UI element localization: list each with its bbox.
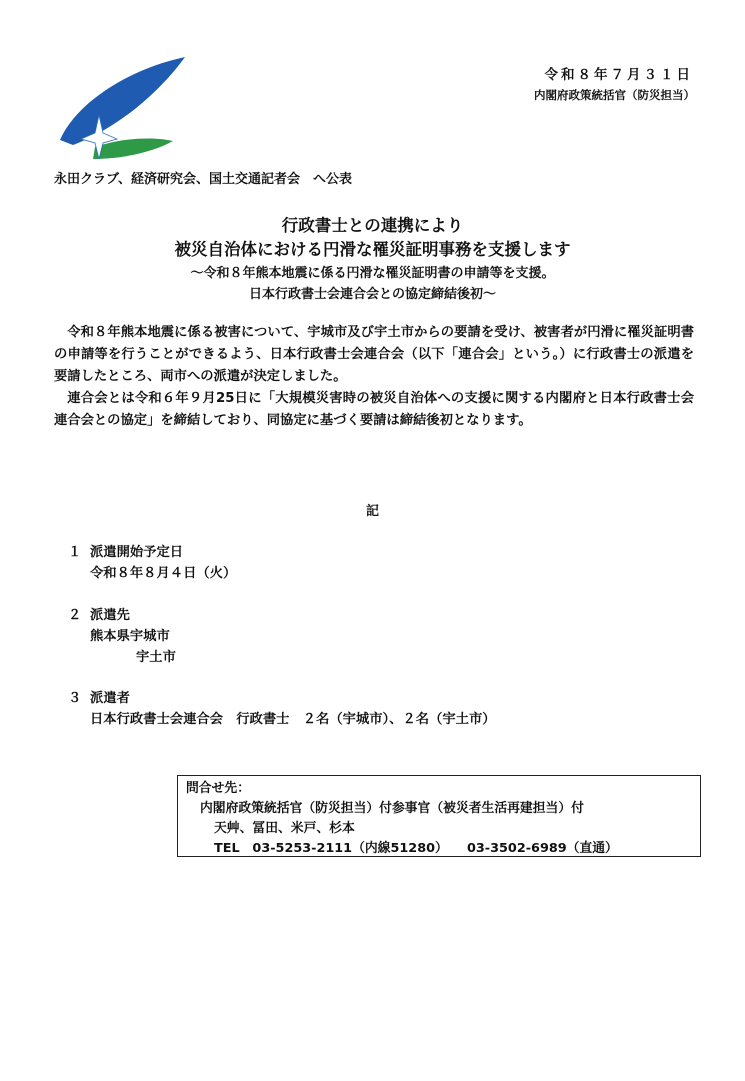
- item-dispatched-persons: [68, 688, 496, 730]
- item-number: ３: [68, 691, 82, 706]
- contact-telephone: TEL 03-5253-2111（内線51280） 03-3502-6989（直通）: [214, 841, 618, 856]
- subtitle-line-2: 日本行政書士会連合会との協定締結後初～: [248, 287, 496, 302]
- issuer: 内閣府政策統括官（防災担当）: [534, 88, 695, 102]
- ki-heading: 記: [365, 504, 379, 519]
- contact-box: [177, 775, 701, 857]
- logo-blue-leaf: [60, 57, 185, 145]
- item-value: 日本行政書士会連合会 行政書士 ２名（宇城市）、２名（宇土市）: [90, 712, 496, 727]
- cabinet-office-logo: [55, 55, 190, 163]
- item-value: 令和８年８月４日（火）: [90, 566, 237, 581]
- item-value: 宇土市: [136, 650, 176, 665]
- item-label: 派遣先: [90, 608, 130, 623]
- item-number: １: [68, 545, 82, 560]
- subtitle-line-1: ～令和８年熊本地震に係る円滑な罹災証明書の申請等を支援。: [190, 266, 555, 281]
- contact-organization: 内閣府政策統括官（防災担当）付参事官（被災者生活再建担当）付: [200, 801, 584, 816]
- issue-date: 令和８年７月３１日: [544, 67, 693, 83]
- item-label: 派遣者: [90, 691, 130, 706]
- body-paragraph-1: 令和８年熊本地震に係る被害について、宇城市及び宇土市からの要請を受け、被害者が円滑に罹災証明書の申請等を行うことができるよう、日本行政書士会連合会（以下「連合会」という。）に行政書士の派遣を要請したところ、両市への派遣が決定しました。: [54, 325, 694, 384]
- item-number: ２: [68, 608, 82, 623]
- item-value: 熊本県宇城市: [90, 629, 170, 644]
- title-line-1: 行政書士との連携により: [281, 216, 464, 235]
- item-dispatch-date: [68, 542, 236, 584]
- contact-names: 天艸、冨田、米戸、杉本: [214, 821, 355, 836]
- press-distribution: 永田クラブ、経済研究会、国土交通記者会 へ公表: [54, 172, 352, 187]
- contact-heading: 問合せ先：: [186, 781, 250, 796]
- body-paragraph-2: 連合会とは令和６年９月25日に「大規模災害時の被災自治体への支援に関する内閣府と日本行政書士会連合会との協定」を締結しており、同協定に基づく要請は締結後初となります。: [54, 391, 694, 428]
- item-dispatch-destination: [68, 605, 176, 668]
- item-label: 派遣開始予定日: [90, 545, 184, 560]
- title-line-2: 被災自治体における円滑な罹災証明事務を支援します: [174, 240, 571, 259]
- body-text: [54, 322, 694, 432]
